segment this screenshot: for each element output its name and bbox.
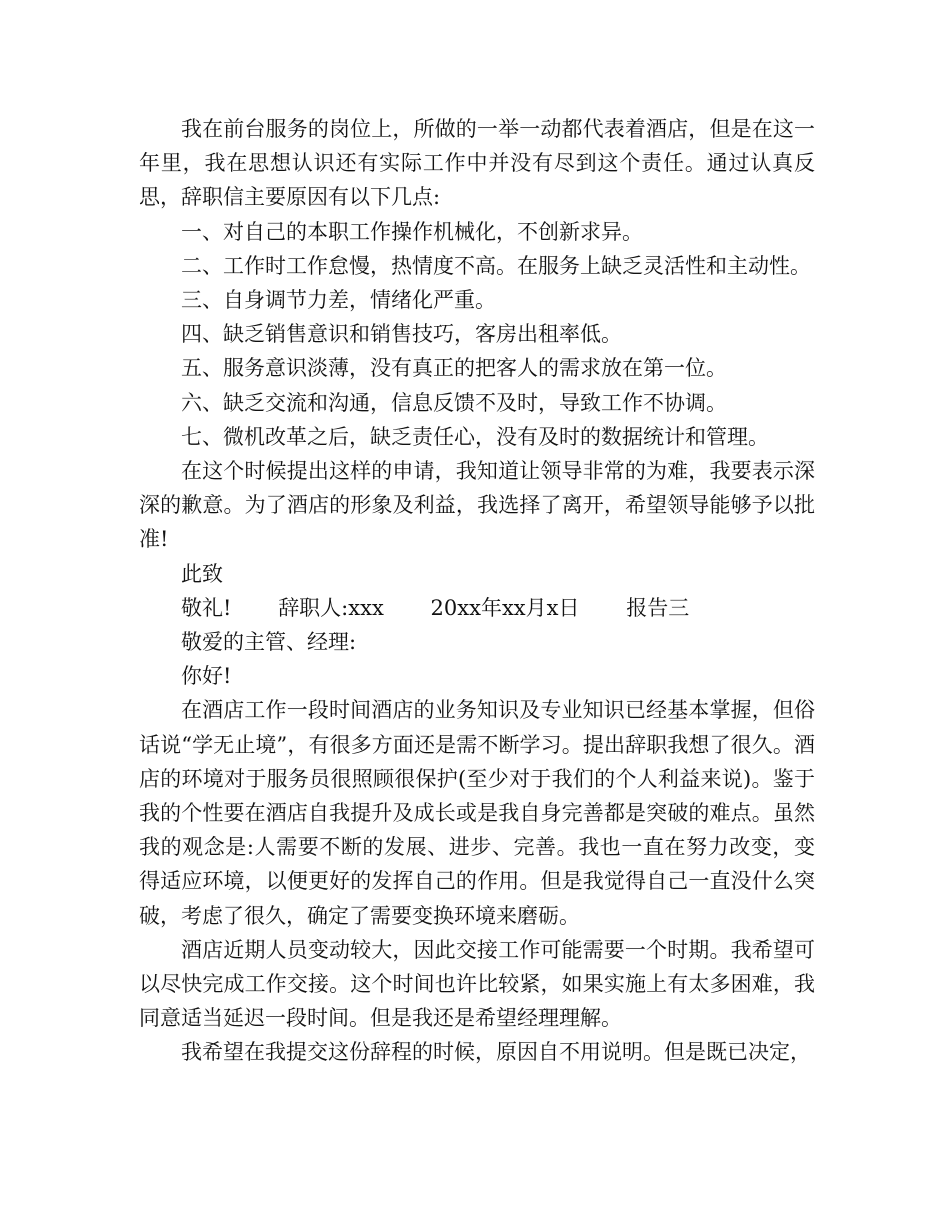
reason-item-3: 三、自身调节力差，情绪化严重。 <box>181 288 496 313</box>
signature-line <box>139 591 815 625</box>
closing-jingli: 敬礼! <box>181 595 232 620</box>
paragraph-handover: 酒店近期人员变动较大，因此交接工作可能需要一个时期。我希望可以尽快完成工作交接。这个时间也许比较紧，如果实施上有太多困难，我同意适当延迟一段时间。但是我还是希望经理理解。 <box>139 937 815 1031</box>
reason-item-5: 五、服务意识淡薄，没有真正的把客人的需求放在第一位。 <box>181 356 727 381</box>
reason-item-6: 六、缺乏交流和沟通，信息反馈不及时，导致工作不协调。 <box>181 390 727 415</box>
reason-item-4: 四、缺乏销售意识和销售技巧，客房出租率低。 <box>181 322 622 347</box>
closing-cizhi: 此致 <box>181 561 223 586</box>
reason-item-2: 二、工作时工作怠慢，热情度不高。在服务上缺乏灵活性和主动性。 <box>181 253 811 278</box>
paragraph-apology: 在这个时候提出这样的申请，我知道让领导非常的为难，我要表示深深的歉意。为了酒店的形象及利益，我选择了离开，希望领导能够予以批准! <box>139 459 815 552</box>
spacer <box>384 591 431 625</box>
next-report-title: 报告三 <box>626 595 690 620</box>
reason-item-7: 七、微机改革之后，缺乏责任心，没有及时的数据统计和管理。 <box>181 424 769 449</box>
resign-date: 20xx年xx月x日 <box>430 595 580 620</box>
paragraph-intro: 我在前台服务的岗位上，所做的一举一动都代表着酒店，但是在这一年里，我在思想认识还有实际工作中并没有尽到这个责任。通过认真反思，辞职信主要原因有以下几点: <box>139 117 815 210</box>
reason-item-1: 一、对自己的本职工作操作机械化，不创新求异。 <box>181 219 643 244</box>
paragraph-closing: 我希望在我提交这份辞程的时候，原因自不用说明。但是既已决定， <box>181 1040 811 1065</box>
spacer <box>579 591 626 625</box>
greeting: 你好! <box>181 664 232 689</box>
spacer <box>231 591 278 625</box>
salutation: 敬爱的主管、经理: <box>181 630 357 655</box>
document-body <box>139 112 815 1070</box>
resigner-name: 辞职人:xxx <box>278 595 384 620</box>
paragraph-reason: 在酒店工作一段时间酒店的业务知识及专业知识已经基本掌握，但俗话说“学无止境”，有很多方面还是需不断学习。提出辞职我想了很久。酒店的环境对于服务员很照顾很保护(至少对于我们的个人利益来说)。鉴于我的个性要在酒店自我提升及成长或是我自身完善都是突破的难点。虽然我的观念是:人需要不断的发展、进步、完善。我也一直在努力改变，变得适应环境，以便更好的发挥自己的作用。但是我觉得自己一直没什么突破，考虑了很久，确定了需要变换环境来磨砺。 <box>139 698 815 928</box>
